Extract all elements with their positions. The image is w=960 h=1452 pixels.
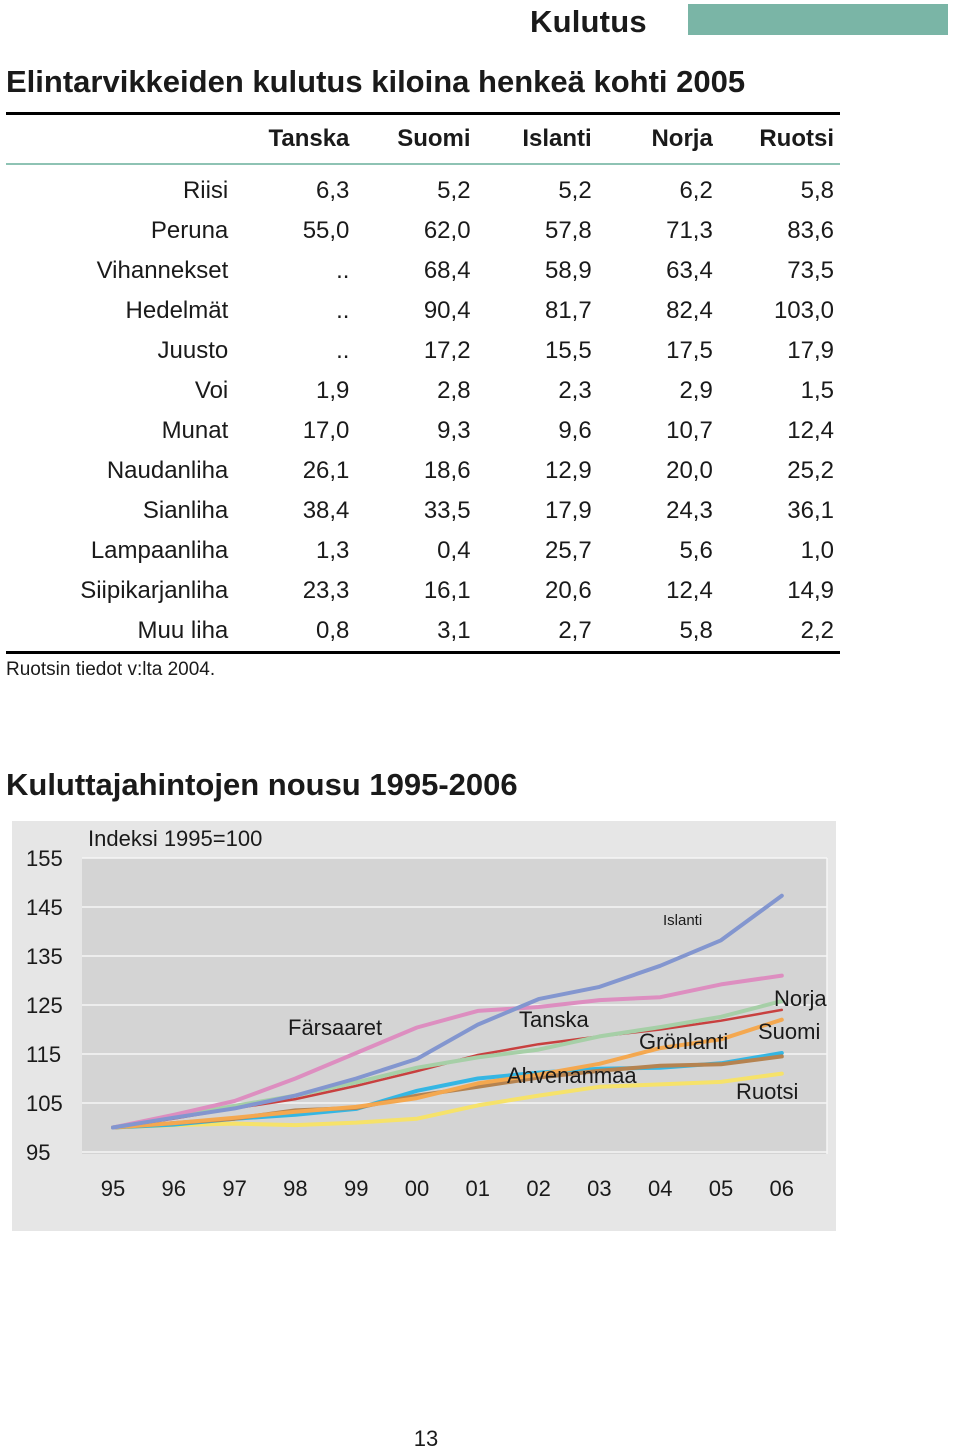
table-cell: 62,0 [423,217,471,244]
table-row [6,611,840,653]
table-cell: 83,6 [787,217,834,244]
column-header: Ruotsi [759,125,834,152]
x-tick-label: 05 [708,1176,734,1201]
table-cell: 38,4 [302,497,350,524]
series-annotation: Islanti [663,912,703,929]
series-annotation: Färsaaret [288,1015,383,1040]
table-cell: 71,3 [666,217,713,244]
table-cell: 55,0 [302,217,350,244]
table-note: Ruotsin tiedot v:lta 2004. [6,659,216,680]
row-label: Siipikarjanliha [80,577,229,604]
x-tick-label: 95 [100,1176,126,1201]
table-cell: 20,0 [666,457,713,484]
x-tick-label: 01 [465,1176,491,1201]
table-cell: .. [336,337,350,364]
row-label: Vihannekset [96,257,229,284]
table-row [6,291,840,331]
table-cell: 17,0 [302,417,350,444]
price-index-line-chart [12,821,836,1231]
section-color-bar [688,4,948,35]
y-tick-label: 95 [26,1140,51,1165]
page-number: 13 [413,1426,439,1451]
series-annotation: Ahvenanmaa [507,1063,637,1088]
row-label: Peruna [150,217,229,244]
table-cell: 9,3 [437,417,471,444]
row-label: Voi [194,377,229,404]
table-cell: 9,6 [558,417,592,444]
row-label: Sianliha [142,497,229,524]
table-cell: 18,6 [423,457,471,484]
y-tick-label: 105 [26,1091,63,1116]
table-cell: 3,1 [437,617,471,644]
table-cell: 17,9 [544,497,592,524]
table-cell: 2,3 [558,377,592,404]
table-cell: 24,3 [666,497,713,524]
x-tick-label: 99 [343,1176,369,1201]
table-cell: 73,5 [787,257,834,284]
table-row [6,531,840,571]
row-label: Muu liha [137,617,229,644]
table-cell: 90,4 [423,297,471,324]
section-title: Kulutus [530,4,647,39]
table-cell: 36,1 [787,497,834,524]
column-header: Tanska [268,125,350,152]
y-tick-label: 135 [26,944,63,969]
row-label: Munat [161,417,229,444]
column-header: Islanti [522,125,592,152]
table-cell: 5,8 [800,177,834,204]
table-cell: 2,9 [679,377,713,404]
table-cell: 81,7 [544,297,592,324]
y-tick-label: 145 [26,895,63,920]
table-cell: 57,8 [544,217,592,244]
x-tick-label: 98 [283,1176,308,1201]
column-header: Norja [651,125,713,152]
chart-title: Kuluttajahintojen nousu 1995-2006 [6,767,518,802]
table-cell: 1,0 [800,537,834,564]
series-annotation: Suomi [758,1019,821,1044]
table-row [6,251,840,291]
table-row [6,371,840,411]
food-consumption-table [6,112,840,654]
table-cell: 82,4 [666,297,713,324]
series-annotation: Tanska [519,1007,589,1032]
table-cell: 6,3 [316,177,350,204]
table-row [6,331,840,371]
table-cell: 2,2 [800,617,834,644]
row-label: Hedelmät [125,297,229,324]
x-tick-label: 00 [404,1176,430,1201]
y-axis-label: Indeksi 1995=100 [88,826,263,851]
table-cell: 26,1 [302,457,350,484]
x-tick-label: 96 [161,1176,187,1201]
table-row [6,211,840,251]
table-cell: 25,7 [544,537,592,564]
table-cell: 1,5 [800,377,834,404]
x-tick-label: 04 [647,1176,673,1201]
table-title: Elintarvikkeiden kulutus kiloina henkeä kohti 2005 [6,64,746,99]
table-cell: 25,2 [787,457,834,484]
table-cell: 12,4 [666,577,713,604]
table-cell: 17,9 [787,337,834,364]
table-cell: 0,4 [437,537,471,564]
table-cell: 5,6 [679,537,713,564]
table-cell: 33,5 [423,497,471,524]
table-cell: 12,4 [787,417,834,444]
series-annotation: Ruotsi [736,1079,799,1104]
header-empty-cell [6,114,234,165]
table-header-row [6,114,840,165]
table-row [6,571,840,611]
table-cell: .. [336,257,350,284]
table-cell: 0,8 [316,617,350,644]
table-cell: 5,8 [679,617,713,644]
table-cell: 10,7 [666,417,713,444]
row-label: Juusto [157,337,229,364]
table-cell: 17,2 [423,337,471,364]
table-cell: 17,5 [666,337,713,364]
table-row [6,451,840,491]
table-cell: 23,3 [302,577,350,604]
table-cell: 2,7 [558,617,592,644]
table-cell: 15,5 [544,337,592,364]
row-label: Naudanliha [106,457,229,484]
table-row [6,411,840,451]
table-cell: 2,8 [437,377,471,404]
table-cell: 20,6 [544,577,592,604]
table-cell: 5,2 [437,177,471,204]
table-cell: 1,9 [316,377,350,404]
table-cell: 5,2 [558,177,592,204]
series-annotation: Norja [774,986,827,1011]
table-cell: 103,0 [773,297,834,324]
y-tick-label: 115 [26,1042,62,1067]
table-row [6,164,840,211]
table-cell: 14,9 [787,577,834,604]
y-tick-label: 125 [26,993,63,1018]
x-tick-label: 03 [587,1176,612,1201]
x-tick-label: 97 [222,1176,247,1201]
table-cell: 12,9 [544,457,592,484]
table-cell: .. [336,297,350,324]
column-header: Suomi [397,125,471,152]
table-cell: 6,2 [679,177,713,204]
table-cell: 1,3 [316,537,350,564]
y-tick-label: 155 [26,846,63,871]
series-annotation: Grönlanti [639,1029,729,1054]
table-row [6,491,840,531]
x-tick-label: 02 [526,1176,551,1201]
row-label: Riisi [182,177,229,204]
table-cell: 68,4 [423,257,471,284]
table-cell: 63,4 [666,257,713,284]
x-tick-label: 06 [769,1176,795,1201]
table-cell: 16,1 [423,577,471,604]
row-label: Lampaanliha [90,537,229,564]
table-cell: 58,9 [544,257,592,284]
